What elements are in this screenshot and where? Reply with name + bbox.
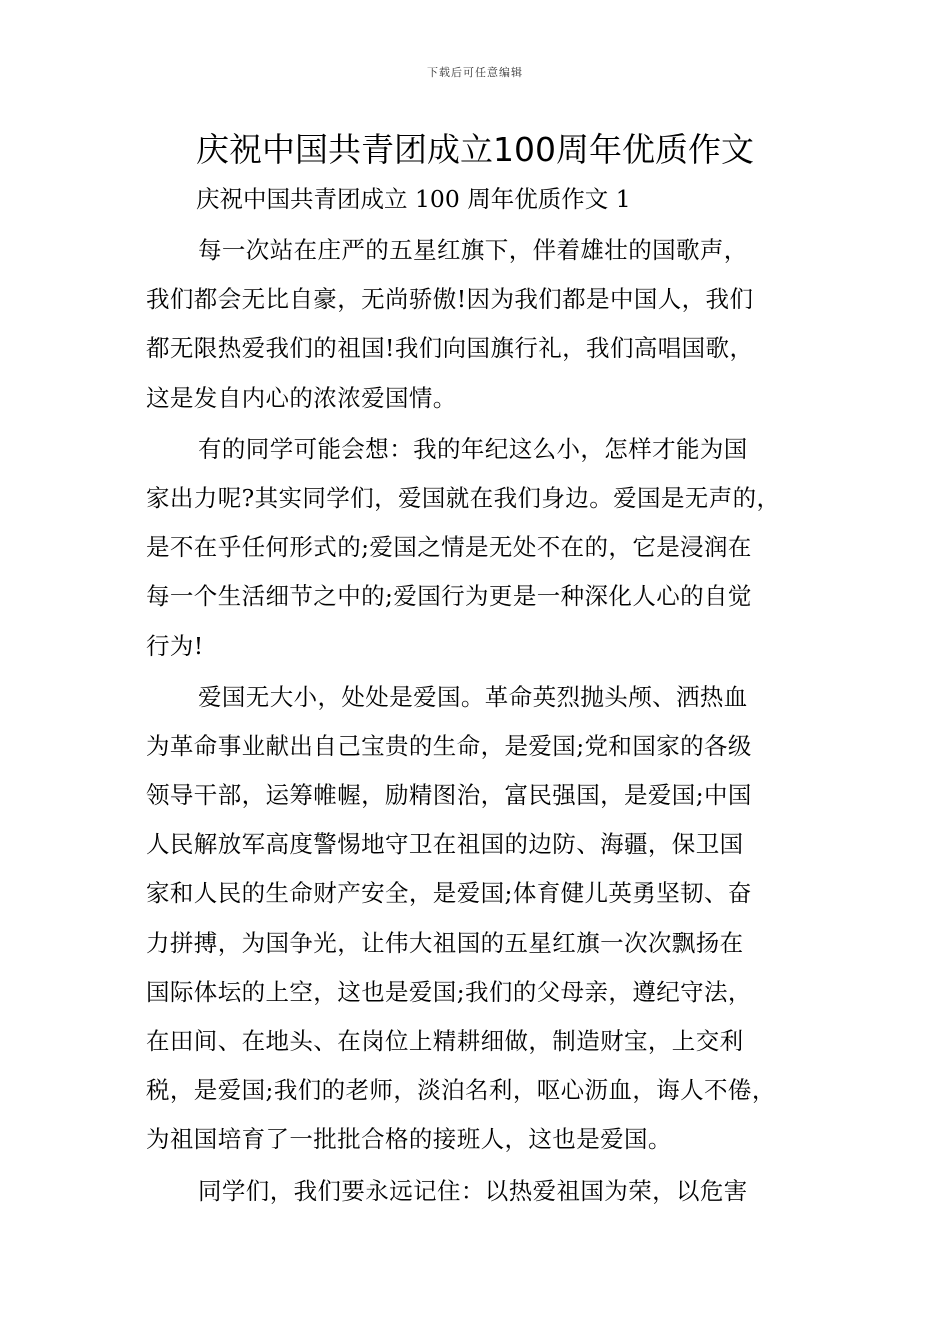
document-subtitle: 庆祝中国共青团成立 100 周年优质作文 1 [196, 185, 631, 213]
page-header-note: 下载后可任意编辑 [427, 66, 523, 79]
paragraph-line: 都无限热爱我们的祖国!我们向国旗行礼，我们高唱国歌， [146, 334, 754, 363]
paragraph [146, 226, 836, 423]
paragraph-line: 领导干部，运筹帷幄，励精图治，富民强国，是爱国;中国 [146, 781, 752, 810]
paragraph-line: 国际体坛的上空，这也是爱国;我们的父母亲，遵纪守法， [146, 977, 752, 1006]
paragraph-line: 税，是爱国;我们的老师，淡泊名利，呕心沥血，诲人不倦， [146, 1076, 776, 1105]
paragraph-line: 爱国无大小，处处是爱国。革命英烈抛头颅、洒热血 [198, 682, 748, 711]
paragraph-line: 每一次站在庄严的五星红旗下，伴着雄壮的国歌声， [198, 236, 748, 264]
paragraph [146, 425, 836, 671]
paragraph-line: 这是发自内心的浓浓爱国情。 [146, 383, 457, 412]
document-title: 庆祝中国共青团成立100周年优质作文 [196, 130, 754, 169]
paragraph-line: 力拼搏，为国争光，让伟大祖国的五星红旗一次次飘扬在 [146, 928, 744, 957]
paragraph-line: 我们都会无比自豪，无尚骄傲!因为我们都是中国人，我们 [146, 285, 754, 314]
paragraph-line: 行为! [146, 631, 204, 660]
paragraph-line: 家和人民的生命财产安全，是爱国;体育健儿英勇坚韧、奋 [146, 879, 752, 908]
paragraph-line: 家出力呢?其实同学们，爱国就在我们身边。爱国是无声的， [146, 483, 781, 512]
paragraph-line: 每一个生活细节之中的;爱国行为更是一种深化人心的自觉 [146, 582, 752, 611]
paragraph-line: 同学们，我们要永远记住：以热爱祖国为荣，以危害 [198, 1176, 748, 1205]
paragraph [146, 673, 836, 1165]
paragraph-line: 在田间、在地头、在岗位上精耕细做，制造财宝，上交利 [146, 1027, 744, 1055]
paragraph [146, 1167, 836, 1216]
paragraph-line: 为革命事业献出自己宝贵的生命，是爱国;党和国家的各级 [146, 731, 752, 760]
paragraph-line: 有的同学可能会想：我的年纪这么小，怎样才能为国 [198, 434, 748, 463]
paragraph-line: 为祖国培育了一批批合格的接班人，这也是爱国。 [146, 1125, 672, 1154]
document-body [146, 226, 836, 1218]
paragraph-line: 人民解放军高度警惕地守卫在祖国的边防、海疆，保卫国 [146, 830, 744, 859]
paragraph-line: 是不在乎任何形式的;爱国之情是无处不在的，它是浸润在 [146, 533, 752, 562]
